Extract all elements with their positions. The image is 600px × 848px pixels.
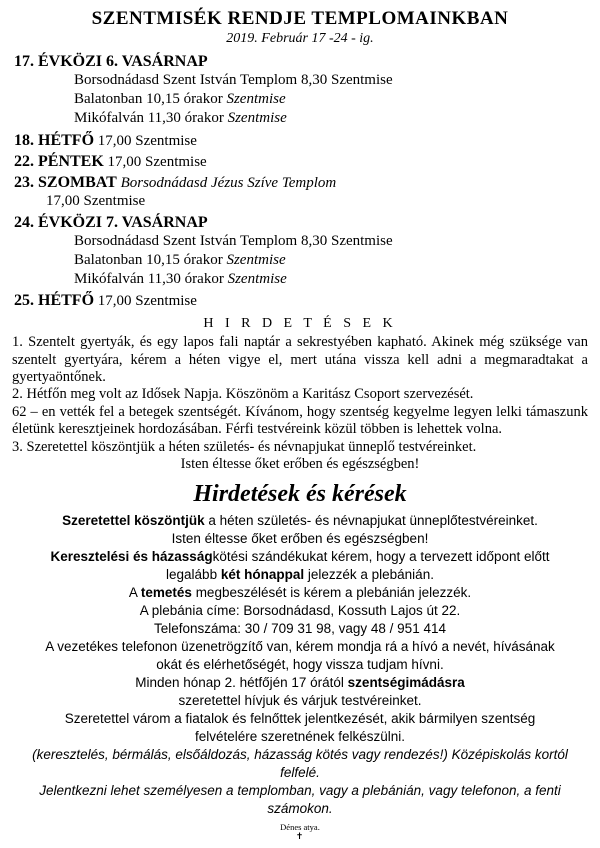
schedule-heading-church: Borsodnádasd Jézus Szíve Templom: [116, 174, 337, 191]
section2-line-rest: legalább: [166, 567, 221, 583]
section2-line-bold: két hónappal: [220, 567, 305, 583]
date-range-subtitle: 2019. Február 17 -24 - ig.: [226, 31, 374, 46]
section2-line-bold: szentségimádásra: [347, 675, 465, 691]
schedule-heading: 24. ÉVKÖZI 7. VASÁRNAP: [14, 213, 208, 231]
schedule-entry: [12, 132, 588, 150]
section2-line-rest: a héten születés- és névnapjukat ünneplőtestvéreinket.: [204, 513, 538, 529]
section2-line-rest: Minden hónap 2. hétfőjén 17 órától: [135, 675, 348, 691]
schedule-entry: [12, 214, 588, 290]
section2-line: A plebánia címe: Borsodnádasd, Kossuth Lajos út 22.: [139, 603, 461, 619]
schedule-heading-detail: 17,00 Szentmise: [94, 293, 197, 310]
notice-item: 62 – en vették fel a betegek szentségét. Kívánom, hogy szentség kegyelme legyen lelki támaszunk életünk keresztjeinek hordozásában. Férfi testvéreink közül többen is lehettek volna.: [12, 403, 588, 438]
schedule-heading: 25. HÉTFŐ 17,00 Szentmise: [14, 292, 197, 310]
notice-item: 2. Hétfőn meg volt az Idősek Napja. Köszönöm a Karitász Csoport szervezését.: [12, 386, 474, 403]
section2-title: Hirdetések és kérések: [193, 481, 407, 508]
section2-line-rest2: jelezzék a plebánián.: [304, 567, 434, 583]
section2-body: [12, 512, 588, 817]
mass-schedule: [12, 53, 588, 310]
schedule-line: Borsodnádasd Szent István Templom 8,30 Szentmise: [74, 72, 393, 88]
section2-line: szeretettel hívjuk és várjuk testvéreinket.: [178, 692, 422, 708]
schedule-heading: 17. ÉVKÖZI 6. VASÁRNAP: [14, 53, 208, 70]
section2-line: (keresztelés, bérmálás, elsőáldozás, házasság kötés vagy rendezés!) Középiskolás kortól felfelé.: [32, 746, 568, 780]
schedule-heading: 18. HÉTFŐ 17,00 Szentmise: [14, 131, 197, 149]
section2-line-bold: Szeretettel köszöntjük: [62, 513, 205, 529]
notices-closing: Isten éltesse őket erőben és egészségben!: [180, 456, 420, 473]
section2-line: [12, 584, 588, 602]
notice-item: 3. Szeretettel köszöntjük a héten születés- és névnapjukat ünneplő testvéreinket.: [12, 438, 477, 455]
schedule-line-italic: Szentmise: [227, 271, 287, 288]
schedule-entry: [12, 174, 588, 211]
schedule-line: Mikófalván 11,30 órakor Szentmise: [74, 271, 287, 288]
section2-line: Telefonszáma: 30 / 709 31 98, vagy 48 / 951 414: [154, 621, 446, 637]
page-title: SZENTMISÉK RENDJE TEMPLOMAINKBAN: [91, 8, 509, 29]
schedule-line-italic: Szentmise: [227, 110, 287, 127]
section2-line: Szeretettel várom a fiatalok és felnőttek jelentkezését, akik bármilyen szentség: [64, 710, 536, 726]
schedule-line: Mikófalván 11,30 órakor Szentmise: [74, 110, 287, 127]
schedule-entry: [12, 53, 588, 129]
schedule-line: Balatonban 10,15 órakor Szentmise: [74, 251, 286, 268]
schedule-entry: [12, 153, 588, 171]
section2-line: okát és elérhetőségét, hogy vissza tudjam hívni.: [156, 657, 444, 673]
schedule-line: 17,00 Szentmise: [46, 192, 146, 209]
section2-line: Jelentkezni lehet személyesen a templomban, vagy a plebánián, vagy telefonon, a fenti számokon.: [39, 782, 561, 816]
section2-line: [12, 548, 588, 566]
section2-line-rest: A: [128, 585, 141, 601]
section2-line: felvételére szeretnének felkészülni.: [194, 728, 406, 744]
section2-line: [12, 566, 588, 584]
schedule-heading: 23. SZOMBAT Borsodnádasd Jézus Szíve Templom: [14, 173, 337, 191]
schedule-entry: [12, 292, 588, 310]
notices-heading: H I R D E T É S E K: [203, 316, 397, 332]
section2-line-rest2: megbeszélését is kérem a plebánián jelezzék.: [191, 585, 472, 601]
schedule-heading-detail: 17,00 Szentmise: [94, 132, 197, 149]
section2-line: A vezetékes telefonon üzenetrögzítő van, kérem mondja rá a hívó a nevét, hívásának: [45, 639, 555, 655]
schedule-line-italic: Szentmise: [226, 251, 286, 268]
section2-line-rest: kötési szándékukat kérem, hogy a tervezett időpont előtt: [212, 549, 550, 565]
schedule-line: Borsodnádasd Szent István Templom 8,30 Szentmise: [74, 232, 393, 249]
schedule-heading: 22. PÉNTEK 17,00 Szentmise: [14, 152, 207, 170]
signature: Dénes atya.: [280, 821, 320, 832]
schedule-heading-detail: 17,00 Szentmise: [103, 153, 207, 170]
schedule-line-italic: Szentmise: [226, 91, 286, 108]
notice-item: 1. Szentelt gyertyák, és egy lapos fali naptár a sekrestyében kapható. Akinek még szüksége van szentelt gyertyára, kérem a héten vigye el, mert utána vissza kell adni a megmaradtakat a gyertyaöntőnek.: [12, 334, 588, 386]
section2-line: [12, 674, 588, 692]
section2-line-bold: Keresztelési és házasság: [50, 549, 213, 565]
cross-icon: ✝: [295, 830, 305, 841]
section2-line-bold: temetés: [140, 585, 192, 601]
section2-line: [12, 512, 588, 530]
section2-line: Isten éltesse őket erőben és egészségben!: [171, 531, 429, 547]
schedule-line: Balatonban 10,15 órakor Szentmise: [74, 91, 286, 108]
